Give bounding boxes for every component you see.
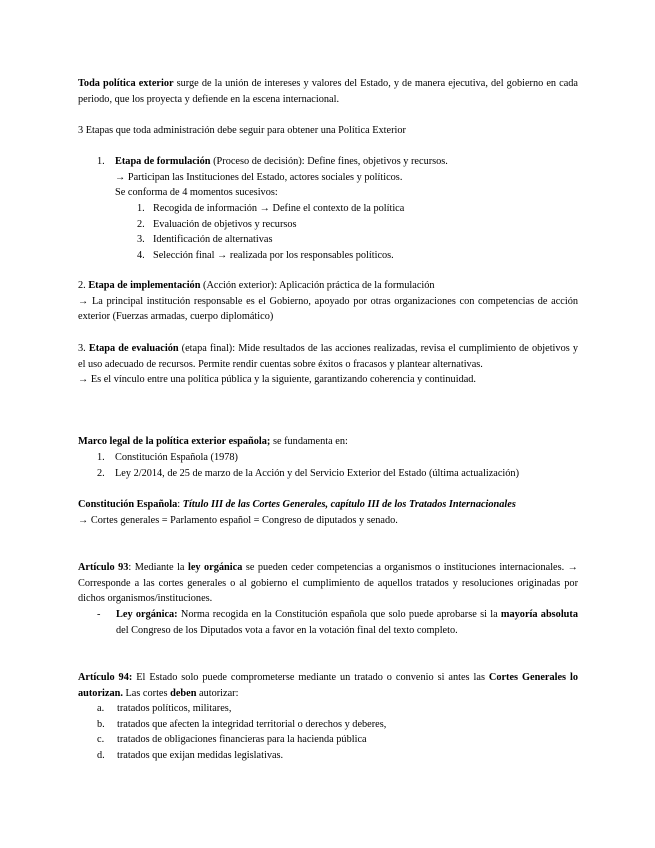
legal-framework-text: se fundamenta en: [270, 436, 348, 447]
list-number: 3. [137, 234, 145, 245]
stage-1 [97, 154, 577, 201]
list-item [137, 232, 404, 248]
list-item [137, 217, 404, 233]
stage-3-title: Etapa de evaluación [88, 343, 179, 354]
article-94-list [97, 701, 386, 763]
article-94-bold-deben: deben [170, 687, 197, 699]
list-item [97, 466, 519, 482]
article-93-text: : Mediante la [128, 562, 188, 573]
list-item [97, 701, 386, 717]
dash-bullet: - [97, 609, 101, 620]
list-number: 4. [137, 249, 145, 261]
article-94-bold-cortes: Cortes Generales lo autorizan. [78, 672, 579, 699]
stage-1-moments-list [137, 201, 404, 263]
organic-law-text-rest: del Congreso de los Diputados vota a favor en la votación final del texto completo. [116, 624, 458, 636]
list-text: Recogida de información → Define el contexto de la política [153, 203, 405, 214]
intro-bold: Toda política exterior [78, 78, 174, 89]
article-94-text-3: autorizar: [196, 687, 239, 699]
stage-2 [78, 278, 578, 325]
article-93-title: Artículo 93 [78, 562, 129, 573]
stage-3-text: (etapa final): Mide resultados de las acciones realizadas, revisa el cumplimiento de objetivos y el uso adecuado de recursos. Permite rendir cuentas sobre éxitos o fracasos y plantear alternativas. [78, 343, 578, 370]
list-letter: d. [97, 749, 105, 761]
organic-law-text: Norma recogida en la Constitución española que solo puede aprobarse si la [177, 609, 501, 620]
stage-2-number: 2. [78, 280, 86, 291]
stage-1-number: 1. [97, 156, 105, 167]
legal-framework-heading [78, 434, 578, 450]
list-text: tratados que afecten la integridad territorial o derechos y deberes, [117, 718, 387, 730]
stage-2-title: Etapa de implementación [88, 280, 201, 291]
stage-1-text: (Proceso de decisión): Define fines, objetivos y recursos. [210, 156, 448, 167]
list-text: Selección final → realizada por los responsables políticos. [153, 249, 394, 261]
article-93-bold-term: ley orgánica [187, 562, 243, 573]
list-letter: b. [97, 718, 105, 730]
stage-3-link: → Es el vínculo entre una política pública y la siguiente, garantizando coherencia y continuidad. [78, 374, 477, 385]
stage-3 [78, 341, 578, 388]
stage-1-participants: → Participan las Instituciones del Estado, actores sociales y políticos. [115, 171, 403, 183]
article-94-text-2: Las cortes [122, 687, 171, 699]
list-text: Identificación de alternativas [153, 234, 273, 245]
stage-2-institution: → La principal institución responsable es el Gobierno, apoyado por otras organizaciones con competencias de acción exterior (Fuerzas armadas, cuerpo diplomático) [78, 295, 578, 322]
intro-paragraph [78, 76, 578, 107]
constitution-title: Título III de las Cortes Generales, capítulo III de los Tratados Internacionales [182, 499, 516, 510]
list-text: Constitución Española (1978) [115, 452, 238, 463]
list-number: 1. [97, 452, 105, 463]
list-text: tratados de obligaciones financieras para la hacienda pública [117, 734, 367, 745]
constitution-bold: Constitución Española [78, 499, 178, 510]
list-text: tratados políticos, militares, [117, 703, 232, 714]
article-94-text: El Estado solo puede comprometerse mediante un tratado o convenio si antes las [132, 672, 489, 683]
intro-text: surge de la unión de intereses y valores del Estado, y de manera ejecutiva, del gobierno en cada periodo, que los proyecta y defiende en la escena internacional. [78, 78, 578, 105]
list-item [97, 748, 386, 764]
stage-1-moments-intro: Se conforma de 4 momentos sucesivos: [115, 187, 278, 198]
list-item [97, 717, 386, 733]
list-text: tratados que exijan medidas legislativas. [117, 749, 284, 761]
stages-intro: 3 Etapas que toda administración debe seguir para obtener una Política Exterior [78, 125, 406, 136]
list-item [97, 450, 519, 466]
article-94 [78, 670, 578, 701]
stage-3-number: 3. [78, 343, 86, 354]
list-letter: c. [97, 734, 105, 745]
list-item [97, 732, 386, 748]
constitution-section [78, 497, 578, 528]
list-text: Evaluación de objetivos y recursos [153, 218, 297, 230]
list-number: 2. [137, 218, 145, 230]
list-number: 1. [137, 203, 145, 214]
list-item [137, 248, 404, 264]
list-letter: a. [97, 703, 105, 714]
legal-framework-list [97, 450, 519, 481]
legal-framework-bold: Marco legal de la política exterior española; [78, 436, 271, 447]
list-number: 2. [97, 467, 105, 479]
article-93-text-rest: se pueden ceder competencias a organismos o instituciones internacionales. → Corresponde a las cortes generales o al gobierno el cumplimiento de aquellos tratados y resoluciones originadas por dichos organismos/instituciones. [78, 562, 578, 604]
constitution-colon: : [177, 499, 183, 510]
constitution-cortes: → Cortes generales = Parlamento español = Congreso de diputados y senado. [78, 514, 398, 526]
list-text: Ley 2/2014, de 25 de marzo de la Acción y del Servicio Exterior del Estado (última actualización) [115, 467, 520, 479]
stage-2-text: (Acción exterior): Aplicación práctica de la formulación [200, 280, 435, 291]
organic-law-term: Ley orgánica: [116, 609, 178, 620]
absolute-majority-term: mayoría absoluta [500, 609, 578, 620]
article-93 [78, 560, 578, 607]
stage-1-title: Etapa de formulación [115, 156, 211, 167]
article-93-subitem [97, 607, 578, 638]
article-94-title: Artículo 94: [78, 672, 133, 683]
list-item [137, 201, 404, 217]
